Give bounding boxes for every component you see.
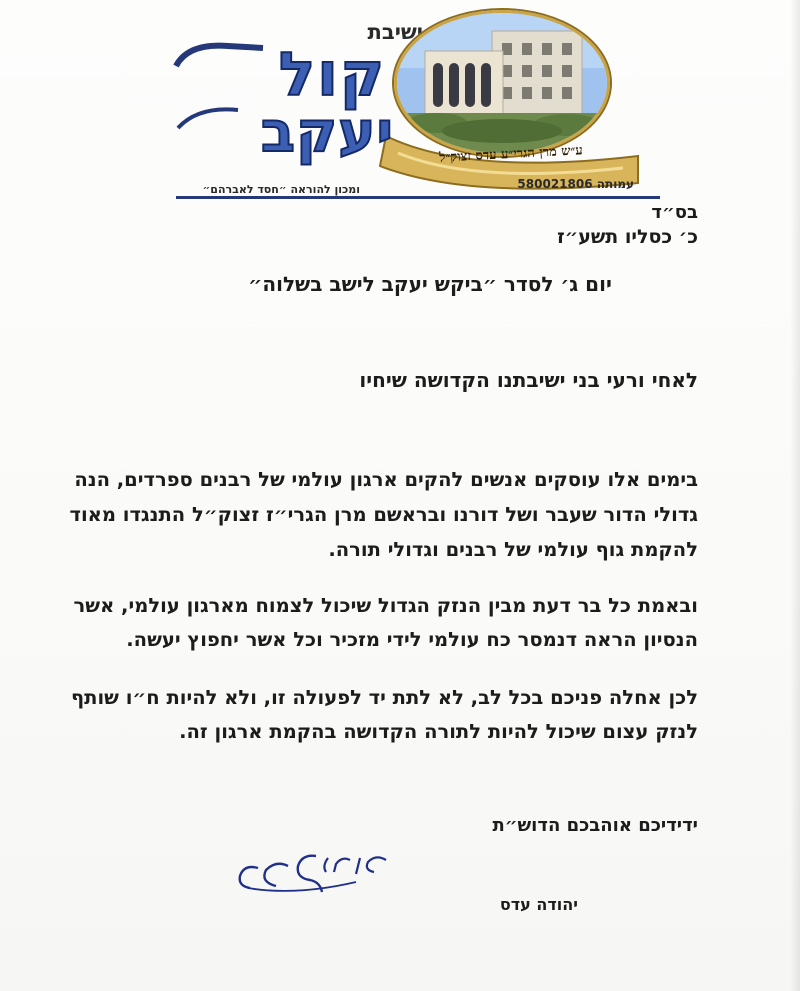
body-line: ובאמת כל בר דעת מבין הנזק הגדול שיכול לצמוח מארגון עולמי, אשר (73, 594, 698, 617)
page-edge-shadow (790, 0, 800, 991)
letter-date: כ׳ כסליו תשע״ז (557, 226, 698, 248)
body-line: לכן אחלה פניכם בכל לב, לא לתת יד לפעולה זו, ולא להיות ח״ו שותף (70, 686, 698, 709)
salutation: לאחי ורעי בני ישיבתנו הקדושה שיחיו (359, 368, 698, 392)
amuta-number: עמותה 580021806 (517, 177, 634, 191)
body-line: בימים אלו עוסקים אנשים להקים ארגון עולמי של רבנים ספרדים, הנה (74, 468, 698, 491)
ribbon-dedication: ע״ש מרן הגרי״ע עדס זצוק״ל (438, 143, 584, 166)
institute-name: ומכון להוראה ״חסד לאברהם״ (202, 183, 360, 196)
body-line: להקמת גוף עולמי של רבנים וגדולי תורה. (328, 538, 698, 561)
yeshiva-building-photo (394, 10, 610, 156)
body-line: לנזק עצום שיכול להיות לתורה הקדושה בהקמת ארגון זה. (179, 720, 698, 743)
letter-subject: יום ג׳ לסדר ״ביקש יעקב לישב בשלוה״ (248, 272, 612, 296)
bsd-heading: בס״ד (651, 202, 698, 223)
body-line: גדולי הדור שעבר ושל דורנו ובראשם מרן הגרי״ז זצוק״ל התנגדו מאוד (69, 503, 698, 526)
handwritten-signature (236, 852, 392, 902)
body-line: הנסיון הראה דנמסר כח עולמי לידי מזכיר וכל אשר יחפוץ יעשה. (126, 628, 698, 651)
closing-line: ידידיכם אוהבכם הדוש״ת (492, 815, 698, 836)
letterhead-divider (176, 196, 660, 199)
logo-name-line1: קול (278, 40, 386, 110)
logo-yeshiva-word: ישיבת (367, 20, 423, 44)
logo-name-line2: יעקב (260, 100, 394, 165)
signer-name: יהודה עדס (499, 895, 578, 914)
